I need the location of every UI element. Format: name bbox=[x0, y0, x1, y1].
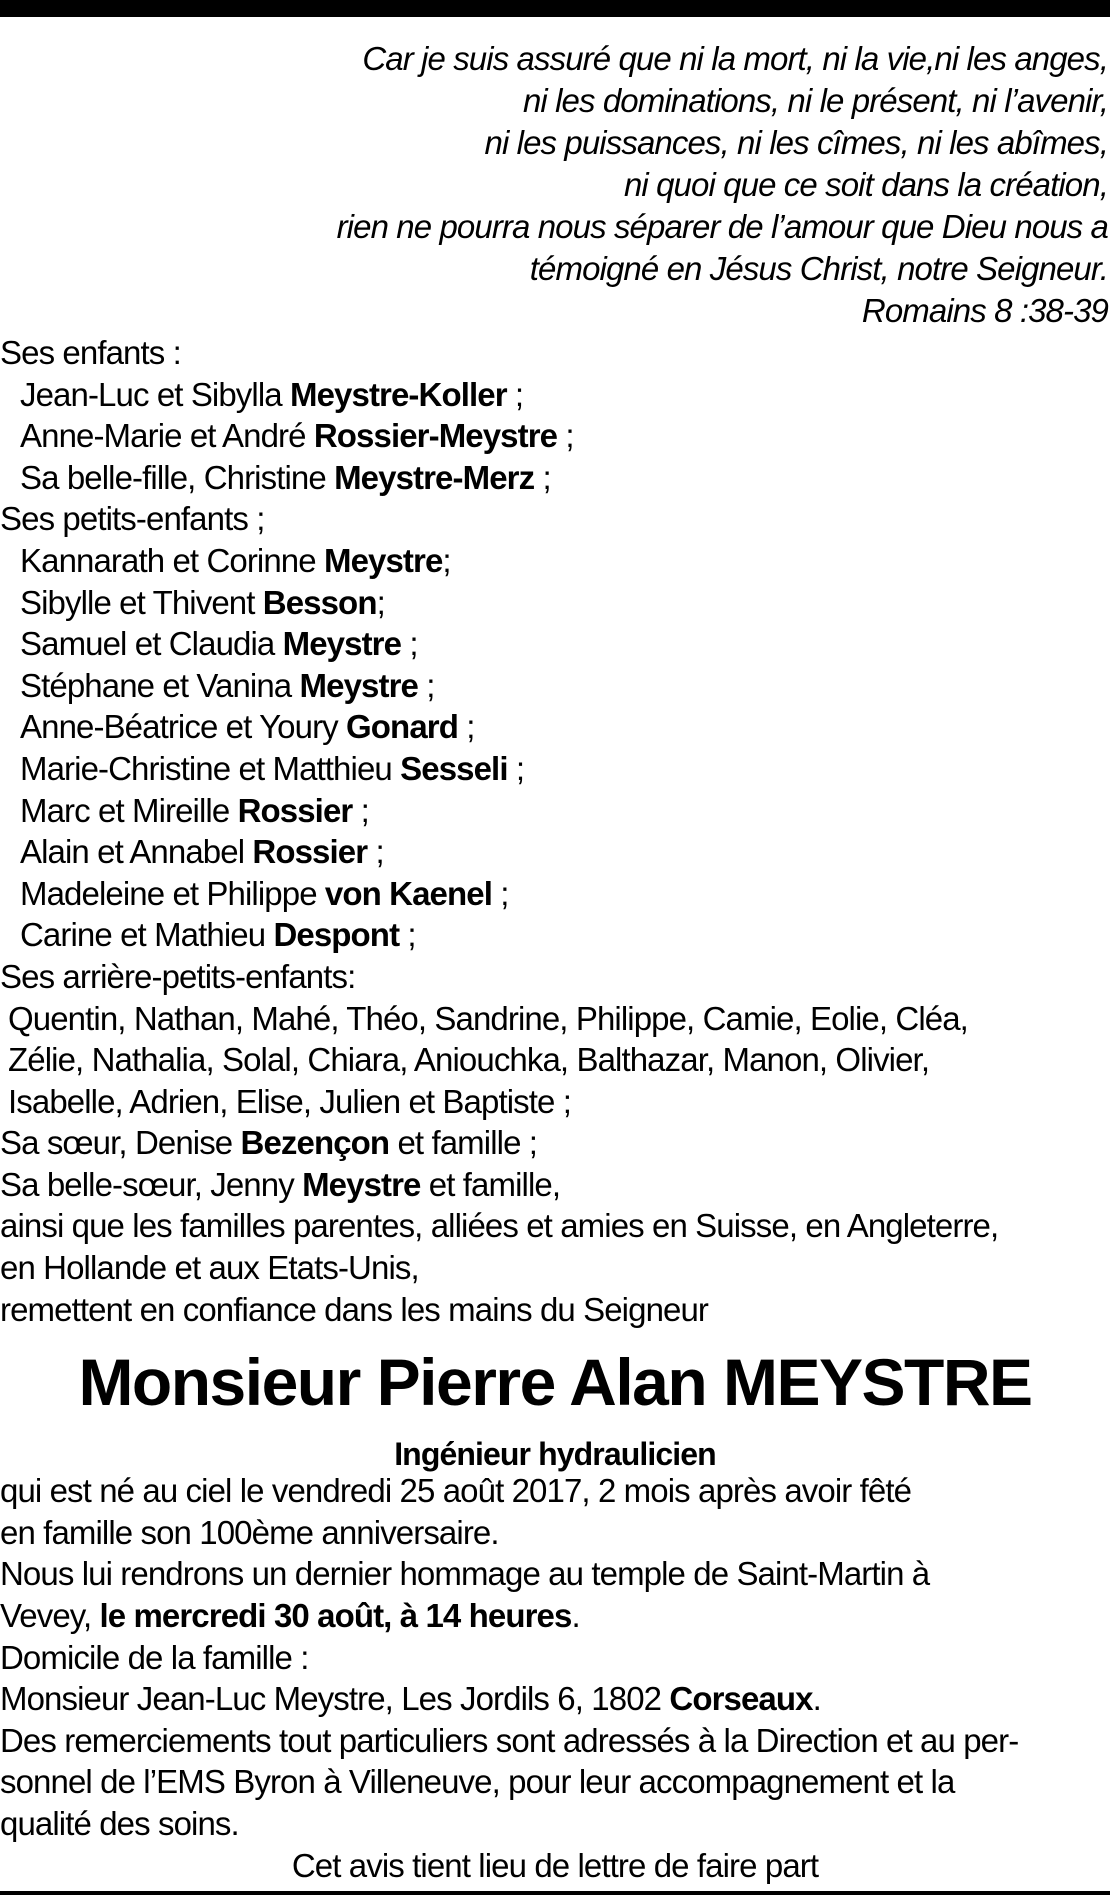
relatives-line: remettent en confiance dans les mains du Seigneur bbox=[0, 1290, 709, 1328]
family-list bbox=[0, 332, 1110, 1330]
great-grandchildren-line: Quentin, Nathan, Mahé, Théo, Sandrine, Philippe, Camie, Eolie, Cléa, bbox=[8, 999, 968, 1037]
verse-reference: Romains 8 :38-39 bbox=[861, 292, 1108, 329]
verse-line: ni les puissances, ni les cîmes, ni les abîmes, bbox=[484, 124, 1108, 161]
domicile-heading: Domicile de la famille : bbox=[0, 1638, 309, 1676]
great-grandchildren-line: Zélie, Nathalia, Solal, Chiara, Aniouchka, Balthazar, Manon, Olivier, bbox=[8, 1041, 930, 1079]
death-line: en famille son 100ème anniversaire. bbox=[0, 1513, 499, 1551]
domicile-address: Monsieur Jean-Luc Meystre, Les Jordils 6, 1802 Corseaux. bbox=[0, 1680, 821, 1718]
deceased-profession: Ingénieur hydraulicien bbox=[394, 1436, 716, 1473]
child-entry: Sa belle-fille, Christine Meystre-Merz ; bbox=[20, 458, 551, 496]
grandchild-entry: Alain et Annabel Rossier ; bbox=[20, 833, 384, 871]
grandchild-entry: Stéphane et Vanina Meystre ; bbox=[20, 666, 435, 704]
relatives-line: en Hollande et aux Etats-Unis, bbox=[0, 1249, 419, 1287]
grandchildren-heading: Ses petits-enfants ; bbox=[0, 500, 265, 538]
relatives-line: ainsi que les familles parentes, alliées et amies en Suisse, en Angleterre, bbox=[0, 1207, 999, 1245]
obituary-notice bbox=[0, 17, 1110, 1891]
notice-details bbox=[0, 1470, 1110, 1886]
grandchild-entry: Marc et Mireille Rossier ; bbox=[20, 791, 369, 829]
thanks-line: Des remerciements tout particuliers sont adressés à la Direction et au per- bbox=[0, 1721, 1019, 1759]
death-line: qui est né au ciel le vendredi 25 août 2017, 2 mois après avoir fêté bbox=[0, 1472, 912, 1510]
sibling-entry: Sa sœur, Denise Bezençon et famille ; bbox=[0, 1124, 538, 1162]
grandchild-entry: Carine et Mathieu Despont ; bbox=[20, 916, 416, 954]
great-grandchildren-line: Isabelle, Adrien, Elise, Julien et Baptiste ; bbox=[8, 1082, 572, 1120]
grandchild-entry: Anne-Béatrice et Youry Gonard ; bbox=[20, 708, 475, 746]
grandchild-entry: Madeleine et Philippe von Kaenel ; bbox=[20, 874, 509, 912]
verse-line: témoigné en Jésus Christ, notre Seigneur. bbox=[529, 250, 1108, 287]
child-entry: Anne-Marie et André Rossier-Meystre ; bbox=[20, 417, 574, 455]
grandchild-entry: Marie-Christine et Matthieu Sesseli ; bbox=[20, 749, 525, 787]
grandchild-entry: Sibylle et Thivent Besson; bbox=[20, 583, 385, 621]
verse-line: Car je suis assuré que ni la mort, ni la vie,ni les anges, bbox=[362, 40, 1108, 77]
child-entry: Jean-Luc et Sibylla Meystre-Koller ; bbox=[20, 375, 524, 413]
top-border bbox=[0, 0, 1110, 17]
service-date-line: Vevey, le mercredi 30 août, à 14 heures. bbox=[0, 1597, 580, 1635]
closing-note: Cet avis tient lieu de lettre de faire part bbox=[291, 1846, 819, 1884]
bottom-border bbox=[0, 1891, 1110, 1895]
sibling-entry: Sa belle-sœur, Jenny Meystre et famille, bbox=[0, 1165, 561, 1203]
service-line: Nous lui rendrons un dernier hommage au temple de Saint-Martin à bbox=[0, 1555, 930, 1593]
verse-line: ni les dominations, ni le présent, ni l’avenir, bbox=[522, 82, 1108, 119]
verse-line: ni quoi que ce soit dans la création, bbox=[623, 166, 1108, 203]
grandchild-entry: Samuel et Claudia Meystre ; bbox=[20, 625, 418, 663]
bible-verse bbox=[0, 38, 1110, 332]
great-grandchildren-heading: Ses arrière-petits-enfants: bbox=[0, 957, 356, 995]
grandchild-entry: Kannarath et Corinne Meystre; bbox=[20, 541, 451, 579]
children-heading: Ses enfants : bbox=[0, 334, 181, 371]
deceased-name: Monsieur Pierre Alan MEYSTRE bbox=[78, 1345, 1032, 1420]
verse-line: rien ne pourra nous séparer de l’amour que Dieu nous a bbox=[336, 208, 1108, 245]
thanks-line: sonnel de l’EMS Byron à Villeneuve, pour leur accompagnement et la bbox=[0, 1763, 955, 1801]
thanks-line: qualité des soins. bbox=[0, 1805, 239, 1842]
